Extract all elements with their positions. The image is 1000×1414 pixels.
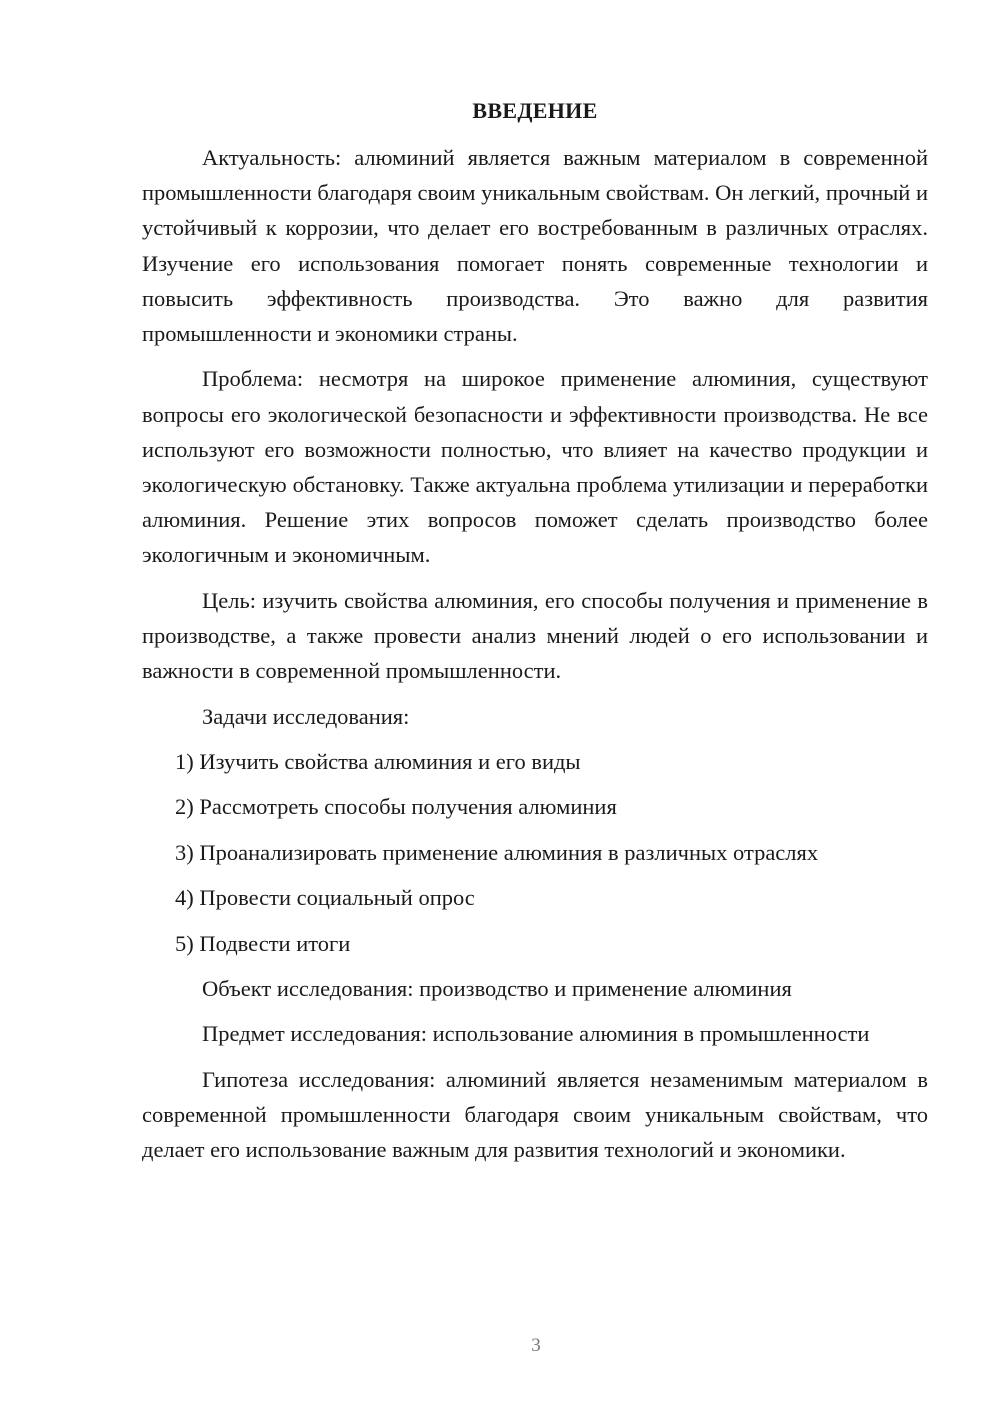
hypothesis-paragraph: Гипотеза исследования: алюминий является незаменимым материалом в современной промышленности благодаря своим уникальным свойствам, что делает его использование важным для развития технологий и экономики. xyxy=(142,1066,928,1163)
page-title: ВВЕДЕНИЕ xyxy=(472,98,598,123)
subject-paragraph: Предмет исследования: использование алюминия в промышленности xyxy=(202,1021,870,1047)
relevance-paragraph: Актуальность: алюминий является важным материалом в современной промышленности благодаря своим уникальным свойствам. Он легкий, прочный и устойчивый к коррозии, что делает его востребованным в различных отраслях. Изучение его использования помогает понять современные технологии и повысить эффективность производства. Это важно для развития промышленности и экономики страны. xyxy=(142,145,928,347)
task-item: 5) Подвести итоги xyxy=(175,930,351,956)
document-body xyxy=(142,140,928,1178)
goal-paragraph: Цель: изучить свойства алюминия, его способы получения и применение в производстве, а также провести анализ мнений людей о его использовании и важности в современной промышленности. xyxy=(142,587,928,684)
task-item: 3) Проанализировать применение алюминия в различных отраслях xyxy=(175,839,819,865)
tasks-heading: Задачи исследования: xyxy=(202,703,410,729)
page-number: 3 xyxy=(531,1335,541,1356)
problem-paragraph: Проблема: несмотря на широкое применение алюминия, существуют вопросы его экологической безопасности и эффективности производства. Не все используют его возможности полностью, что влияет на качество продукции и экологическую обстановку. Также актуальна проблема утилизации и переработки алюминия. Решение этих вопросов поможет сделать производство более экологичным и экономичным. xyxy=(142,366,928,568)
task-item: 1) Изучить свойства алюминия и его виды xyxy=(175,749,581,774)
task-item: 4) Провести социальный опрос xyxy=(175,885,475,911)
object-paragraph: Объект исследования: производство и применение алюминия xyxy=(202,975,792,1001)
task-item: 2) Рассмотреть способы получения алюминия xyxy=(175,794,617,820)
